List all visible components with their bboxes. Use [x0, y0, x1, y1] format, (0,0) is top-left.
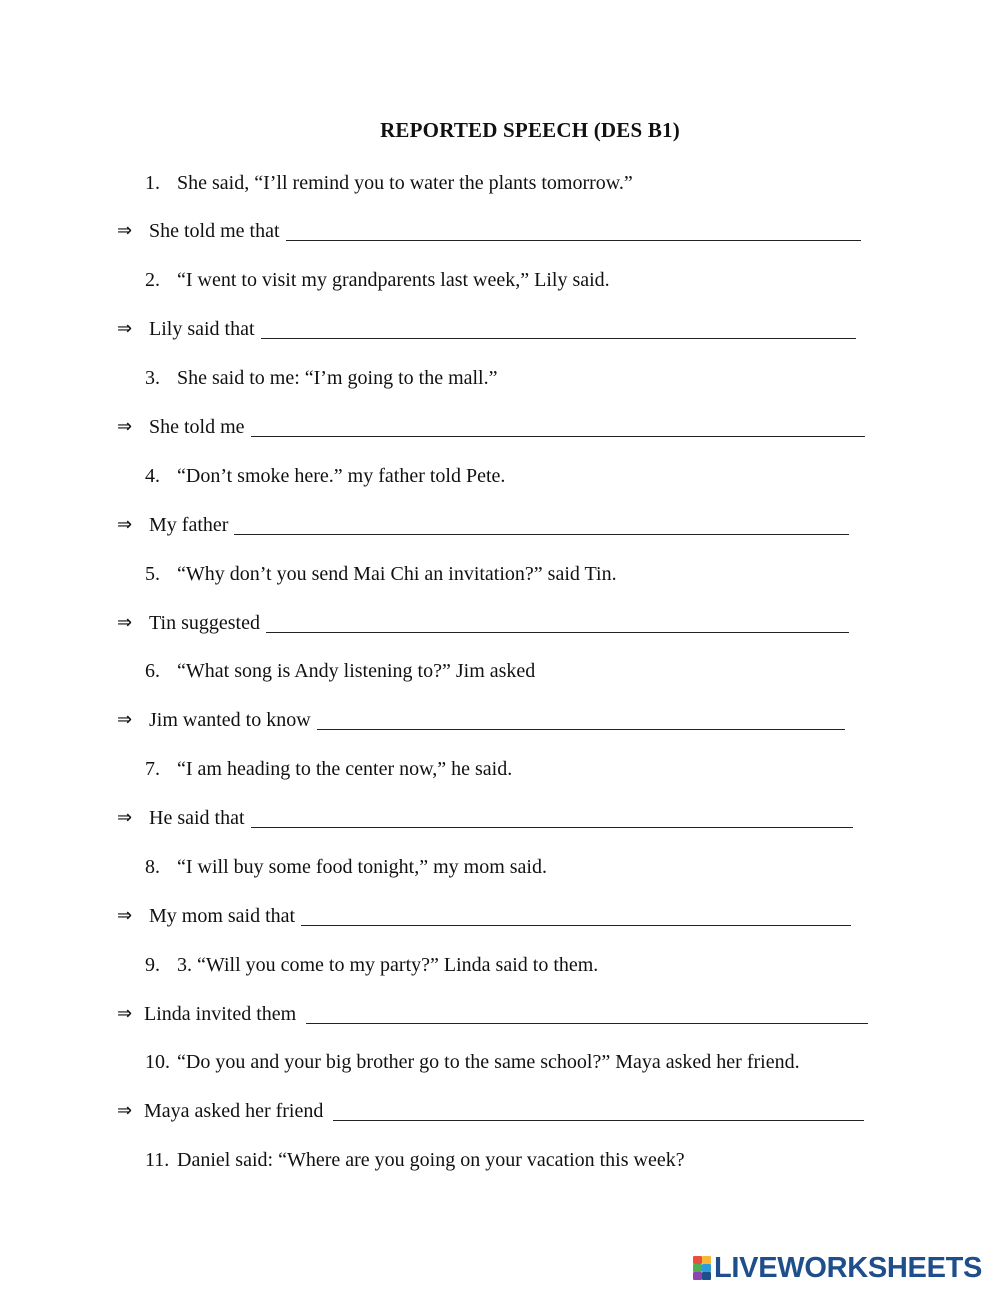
answer-input-7[interactable]	[251, 807, 853, 828]
answer-6	[117, 706, 845, 734]
question-text: “Do you and your big brother go to the same school?” Maya asked her friend.	[177, 1051, 800, 1073]
question-text: “I went to visit my grandparents last week,” Lily said.	[177, 269, 610, 291]
answer-input-10[interactable]	[333, 1100, 864, 1121]
answer-lead: Tin suggested	[149, 612, 260, 634]
answer-input-6[interactable]	[317, 709, 845, 730]
question-number: 3.	[145, 367, 160, 389]
arrow-icon: ⇒	[117, 1100, 133, 1121]
question-text: 3. “Will you come to my party?” Linda said to them.	[177, 954, 599, 976]
answer-3	[117, 413, 865, 441]
question-9	[145, 951, 598, 979]
question-10	[145, 1048, 800, 1076]
answer-10	[117, 1097, 864, 1125]
question-text: “What song is Andy listening to?” Jim asked	[177, 660, 536, 682]
answer-4	[117, 511, 849, 539]
question-text: Daniel said: “Where are you going on your vacation this week?	[177, 1149, 685, 1171]
question-text: She said, “I’ll remind you to water the plants tomorrow.”	[177, 172, 633, 194]
answer-input-9[interactable]	[306, 1003, 868, 1024]
question-7	[145, 755, 512, 783]
question-11	[145, 1146, 685, 1174]
arrow-icon: ⇒	[117, 612, 133, 633]
question-number: 1.	[145, 172, 160, 194]
question-number: 4.	[145, 465, 160, 487]
answer-1	[117, 217, 861, 245]
arrow-icon: ⇒	[117, 514, 133, 535]
question-number: 10.	[145, 1051, 170, 1073]
arrow-icon: ⇒	[117, 1003, 133, 1024]
question-number: 11.	[145, 1149, 170, 1171]
answer-lead: He said that	[149, 807, 245, 829]
question-4	[145, 462, 505, 490]
answer-5	[117, 609, 849, 637]
question-number: 7.	[145, 758, 160, 780]
answer-8	[117, 902, 851, 930]
arrow-icon: ⇒	[117, 220, 133, 241]
arrow-icon: ⇒	[117, 709, 133, 730]
answer-lead: Lily said that	[149, 318, 255, 340]
question-text: “Why don’t you send Mai Chi an invitation?” said Tin.	[177, 563, 617, 585]
answer-lead: Maya asked her friend	[144, 1100, 324, 1122]
arrow-icon: ⇒	[117, 905, 133, 926]
question-text: “I am heading to the center now,” he said.	[177, 758, 513, 780]
question-number: 6.	[145, 660, 160, 682]
answer-input-2[interactable]	[261, 318, 856, 339]
answer-lead: My father	[149, 514, 229, 536]
question-8	[145, 853, 547, 881]
liveworksheets-logo	[693, 1253, 982, 1283]
answer-lead: She told me	[149, 416, 245, 438]
answer-9	[117, 1000, 868, 1028]
arrow-icon: ⇒	[117, 318, 133, 339]
question-6	[145, 657, 535, 685]
answer-input-5[interactable]	[266, 612, 849, 633]
arrow-icon: ⇒	[117, 807, 133, 828]
question-number: 8.	[145, 856, 160, 878]
question-number: 5.	[145, 563, 160, 585]
question-5	[145, 560, 617, 588]
question-text: “I will buy some food tonight,” my mom said.	[177, 856, 547, 878]
answer-lead: My mom said that	[149, 905, 296, 927]
arrow-icon: ⇒	[117, 416, 133, 437]
answer-input-1[interactable]	[286, 220, 861, 241]
answer-7	[117, 804, 853, 832]
question-number: 2.	[145, 269, 160, 291]
answer-input-4[interactable]	[234, 514, 849, 535]
answer-lead: Linda invited them	[144, 1003, 297, 1025]
answer-input-8[interactable]	[301, 905, 851, 926]
question-1	[145, 169, 633, 197]
question-text: “Don’t smoke here.” my father told Pete.	[177, 465, 506, 487]
question-2	[145, 266, 610, 294]
answer-input-3[interactable]	[251, 416, 865, 437]
worksheet-title: REPORTED SPEECH (DES B1)	[380, 118, 680, 142]
answer-lead: Jim wanted to know	[149, 709, 311, 731]
answer-lead: She told me that	[149, 220, 280, 242]
logo-mark-icon	[693, 1256, 711, 1280]
question-text: She said to me: “I’m going to the mall.”	[177, 367, 498, 389]
question-number: 9.	[145, 954, 160, 976]
answer-2	[117, 315, 856, 343]
logo-text: LIVEWORKSHEETS	[714, 1251, 983, 1284]
question-3	[145, 364, 498, 392]
